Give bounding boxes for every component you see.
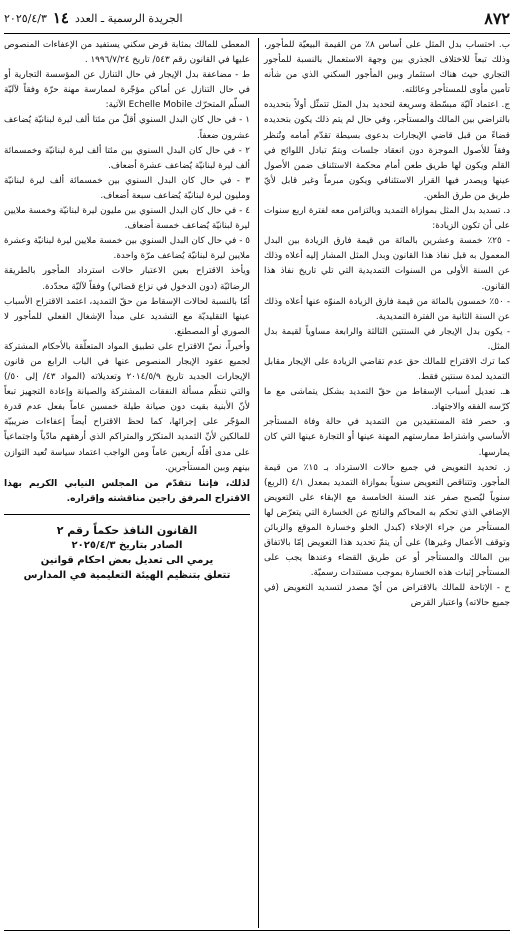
- paragraph: ح - الإتاحة للمالك بالاقتراض من أيّ مصدر لتسديد التعويض (في جميع حالاته) واعتبار القرض: [264, 583, 510, 609]
- law-subject-line1: يرمي الى تعديل بعض احكام قوانين: [40, 554, 214, 566]
- page-number: ٨٧٢: [484, 8, 510, 28]
- paragraph: ٢ - في حال كان البدل السنوي بين مئتا ألف ليرة لبنانيّة وخمسمائة ألف ليرة لبنانيّة يُضاعف عشرة أضعاف.: [4, 145, 250, 171]
- law-date: الصادر بتاريخ ٢٠٢٥/٤/٣: [71, 539, 183, 551]
- closing-statement: لذلك، فإننا نتقدّم من المجلس النيابي الكريم بهذا الاقتراح المرفق راجين مناقشته وإقراره.: [4, 477, 250, 504]
- paragraph: ز. تحديد التعويض في جميع حالات الاسترداد بـ ١٥٪ من قيمة المأجور. وتتناقص التعويض سنوياً بموازاة التمديد بمعدل ٤/١ (الربع) سنوياً ليُصبح صفر عند السنة الخامسة مع الإبقاء على التعويض الإضافي الذي تحكم به المحاكم والناتج عن الخسارة التي يتعرّض لها المستأجر من جراء الإخلاء (كبدل الخلو وخسارة الموقع والزبائن وتوقف الأعمال وغيرها) على أن يتمّ تحديد هذا التعويض إمّا بالاتفاق بين المالك والمستأجر أو عن طريق القضاء وعندها يجب على المستأجر إثبات هذه الخسارة بموجب مستندات رسميّة.: [264, 462, 510, 579]
- footer-rule: [4, 930, 510, 931]
- left-column: [4, 38, 250, 583]
- paragraph: - ٢٥٪ خمسة وعشرين بالمائة من قيمة فارق الزيادة بين البدل المعمول به قبل نفاذ هذا القانون وبدل المثل المشار إليه أعلاه وذلك عن السنة الأولى من السنوات التمديدية التي تلي تاريخ نفاذ هذا القانون.: [264, 236, 510, 292]
- paragraph: و. حصر فئة المستفيدين من التمديد في حالة وفاة المستأجر الأساسي واشتراط ممارستهم المهنة عينها أو التجارة عينها التي كان يمارسها.: [264, 417, 510, 458]
- paragraph: المعطى للمالك بمثابة قرض سكني يستفيد من الإعفاءات المنصوص عليها في القانون رقم ٥٤٣/ تاريخ ١٩٩٦/٧/٢٤ .: [4, 40, 250, 66]
- gazette-header-title: [4, 9, 183, 27]
- header-rule: [4, 33, 510, 34]
- paragraph: ج. اعتماد آليّة مبسّطة وسريعة لتحديد بدل المثل تتمثّل أولاً بتحديده بالتراضي بين المالك والمستأجر، وفي حال لم يتم ذلك يكون بتحديده قضاءً من قبل قاضي الإيجارات بدعوى بسيطة تقدّم أمامه وتُنظر وفقاً للأصول الموجزة دون انعقاد جلسات وبتمّ تبادل اللوائح في القلم ويكون لها طريق طعن أمام محكمة الاستئناف ضمن الأصول عينها ويصدر فيها القرار الاستئنافي ويكون مبرماً وغير قابل لأيّ طريق من طرق الطعن.: [264, 100, 510, 201]
- paragraph: ويأخذ الاقتراح بعين الاعتبار حالات استرداد المأجور بالطريقة الرضائيّة (دون الدخول في نزاع قضائي) وفقاً لآليّة محدّدة.: [4, 266, 250, 292]
- paragraph: ٣ - في حال كان البدل السنوي بين خمسمائة ألف ليرة لبنانيّة ومليون ليرة لبنانيّة يُضاعف سبعة أضعاف.: [4, 175, 250, 201]
- law-title: القانون النافذ حكماً رقم ٢: [56, 523, 198, 537]
- paragraph: - يكون بدل الإيجار في السنتين الثالثة والرابعة مساوياً لقيمة بدل المثل.: [264, 326, 510, 352]
- column-separator: [258, 38, 259, 928]
- paragraph: وأخيراً، نصّ الاقتراح على تطبيق المواد المتعلّقة بالأحكام المشتركة لجميع عقود الإيجار المنصوص عنها في الباب الرابع من قانون الإيجارات الجديد تاريخ ٢٠١٤/٥/٩ وتعديلاته (المواد ٤٣/ إلى ٥٠/) والتي تنظّم مسألة النفقات المشتركة والصيانة وإعادة التجهيز تبعاً لأنّ الأبنية بقيت دون صيانة طيلة خمسين عاماً بفعل عدم قدرة المؤجّر على إجرائها، كما لحظ الاقتراح أيضاً إعفاءات ضريبيّة للمالكين لأنّ التمديد المتكرّر والمتراكم الذي أرهقهم مادّياً واجتماعياً على مدى أقلّه أربعين عاماً ومن الواجب اعتماد سياسة تُعيد التوازن بينهم وبين المستأجرين.: [4, 341, 251, 473]
- issue-date: ٢٠٢٥/٤/٣: [4, 11, 47, 25]
- paragraph: هـ. تعديل أسباب الإسقاط من حقّ التمديد بشكل يتماشى مع ما كرّسه الفقه والاجتهاد.: [264, 387, 510, 413]
- section-divider: [4, 514, 250, 515]
- paragraph: ٤ - في حال كان البدل السنوي بين مليون ليرة لبنانيّة وخمسة ملايين ليرة لبنانيّة يُضاعف خمسة أضعاف.: [4, 206, 250, 232]
- issue-number: ١٤: [52, 9, 69, 27]
- right-column: [264, 38, 510, 612]
- law-heading: [4, 523, 250, 583]
- paragraph: د. تسديد بدل المثل بموازاة التمديد وبالتزامن معه لفترة اربع سنوات على أن تكون الزيادة:: [264, 206, 510, 232]
- law-subject-line2: تتعلق بتنظيم الهيئة التعليمية في المدارس: [23, 569, 231, 581]
- paragraph: ط - مضاعفة بدل الإيجار في حال التنازل عن المؤسسة التجارية أو في حال التنازل عن أماكن مؤجّرة لممارسة مهنة حرّة وفقاً لآليّة السلّم المتحرّك Echelle Mobile الآتية:: [4, 70, 250, 111]
- paragraph: أمّا بالنسبة لحالات الإسقاط من حقّ التمديد، اعتمد الاقتراح الأسباب عينها التقليديّة مع التشديد على مبدأ الإشغال الفعلي للمأجور لا الصوري أو المصطنع.: [4, 296, 250, 337]
- gazette-title: الجريدة الرسمية ـ العدد: [75, 11, 183, 25]
- paragraph: - ٥٠٪ خمسون بالمائة من قيمة فارق الزيادة المنوّه عنها أعلاه وذلك عن السنة الثانية من الفترة التمديدية.: [264, 296, 510, 322]
- paragraph: كما ترك الاقتراح للمالك حق عدم تقاضي الزيادة على الإيجار مقابل التمديد لمدة سنتين فقط.: [264, 356, 510, 383]
- paragraph: ٥ - في حال كان البدل السنوي بين خمسة ملايين ليرة لبنانيّة وعشرة ملايين ليرة لبنانيّة يُضاعف مرّة واحدة.: [4, 236, 250, 262]
- page-header: [4, 6, 510, 30]
- paragraph: ١ - في حال كان البدل السنوي أقلّ من مئتا ألف ليرة لبنانيّة يُضاعف عشرون ضعفاً.: [4, 115, 250, 141]
- paragraph: ب. احتساب بدل المثل على أساس ٨٪ من القيمة البيعيّة للمأجور، وذلك تبعاً للاختلاف الجذري بين وجهة الاستعمال بالنسبة للمأجور التجاري حيث هناك استثمار وبين المأجور السكني الذي من شأنه تأمين مأوى للمستأجر وعائلته.: [264, 40, 511, 96]
